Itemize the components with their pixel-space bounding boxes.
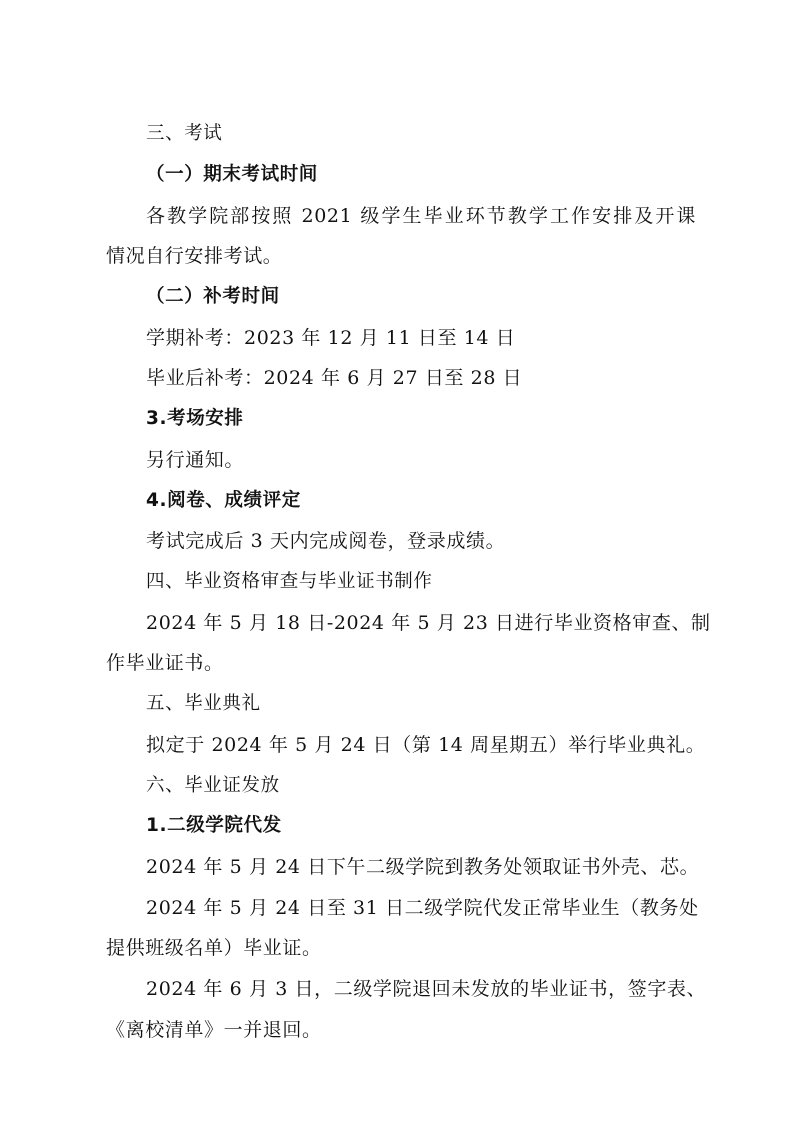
paragraph-line: 2024 年 5 月 24 日下午二级学院到教务处领取证书外壳、芯。 bbox=[146, 856, 700, 878]
section-heading-certificate-issue: 六、毕业证发放 bbox=[146, 775, 280, 796]
section-heading-ceremony: 五、毕业典礼 bbox=[146, 693, 261, 714]
paragraph-line: 提供班级名单）毕业证。 bbox=[106, 937, 322, 959]
paragraph-line: 毕业后补考：2024 年 6 月 27 日至 28 日 bbox=[146, 367, 523, 389]
paragraph-line: 拟定于 2024 年 5 月 24 日（第 14 周星期五）举行毕业典礼。 bbox=[146, 734, 706, 756]
paragraph-line: 学期补考：2023 年 12 月 11 日至 14 日 bbox=[146, 327, 516, 349]
paragraph-line: 另行通知。 bbox=[146, 449, 245, 471]
paragraph-line: 考试完成后 3 天内完成阅卷，登录成绩。 bbox=[146, 530, 506, 552]
paragraph-line: 2024 年 6 月 3 日，二级学院退回未发放的毕业证书，签字表、 bbox=[146, 978, 707, 1000]
paragraph-line: 2024 年 5 月 18 日-2024 年 5 月 23 日进行毕业资格审查、制 bbox=[146, 612, 711, 634]
section-heading-graduation-review: 四、毕业资格审查与毕业证书制作 bbox=[146, 571, 433, 592]
paragraph-line: 2024 年 5 月 24 日至 31 日二级学院代发正常毕业生（教务处 bbox=[146, 897, 699, 919]
subheading-grading: 4.阅卷、成绩评定 bbox=[146, 490, 301, 511]
paragraph-line: 作毕业证书。 bbox=[106, 652, 224, 674]
subheading-exam-room: 3.考场安排 bbox=[146, 408, 244, 429]
paragraph-line: 各教学院部按照 2021 级学生毕业环节教学工作安排及开课 bbox=[146, 205, 696, 227]
section-heading-exam: 三、考试 bbox=[146, 123, 223, 144]
paragraph-line: 情况自行安排考试。 bbox=[106, 245, 283, 267]
subheading-makeup-exam-time: （二）补考时间 bbox=[146, 286, 280, 307]
paragraph-line: 《离校清单》一并退回。 bbox=[106, 1019, 322, 1041]
subheading-college-issue: 1.二级学院代发 bbox=[146, 815, 282, 836]
subheading-final-exam-time: （一）期末考试时间 bbox=[146, 164, 318, 185]
